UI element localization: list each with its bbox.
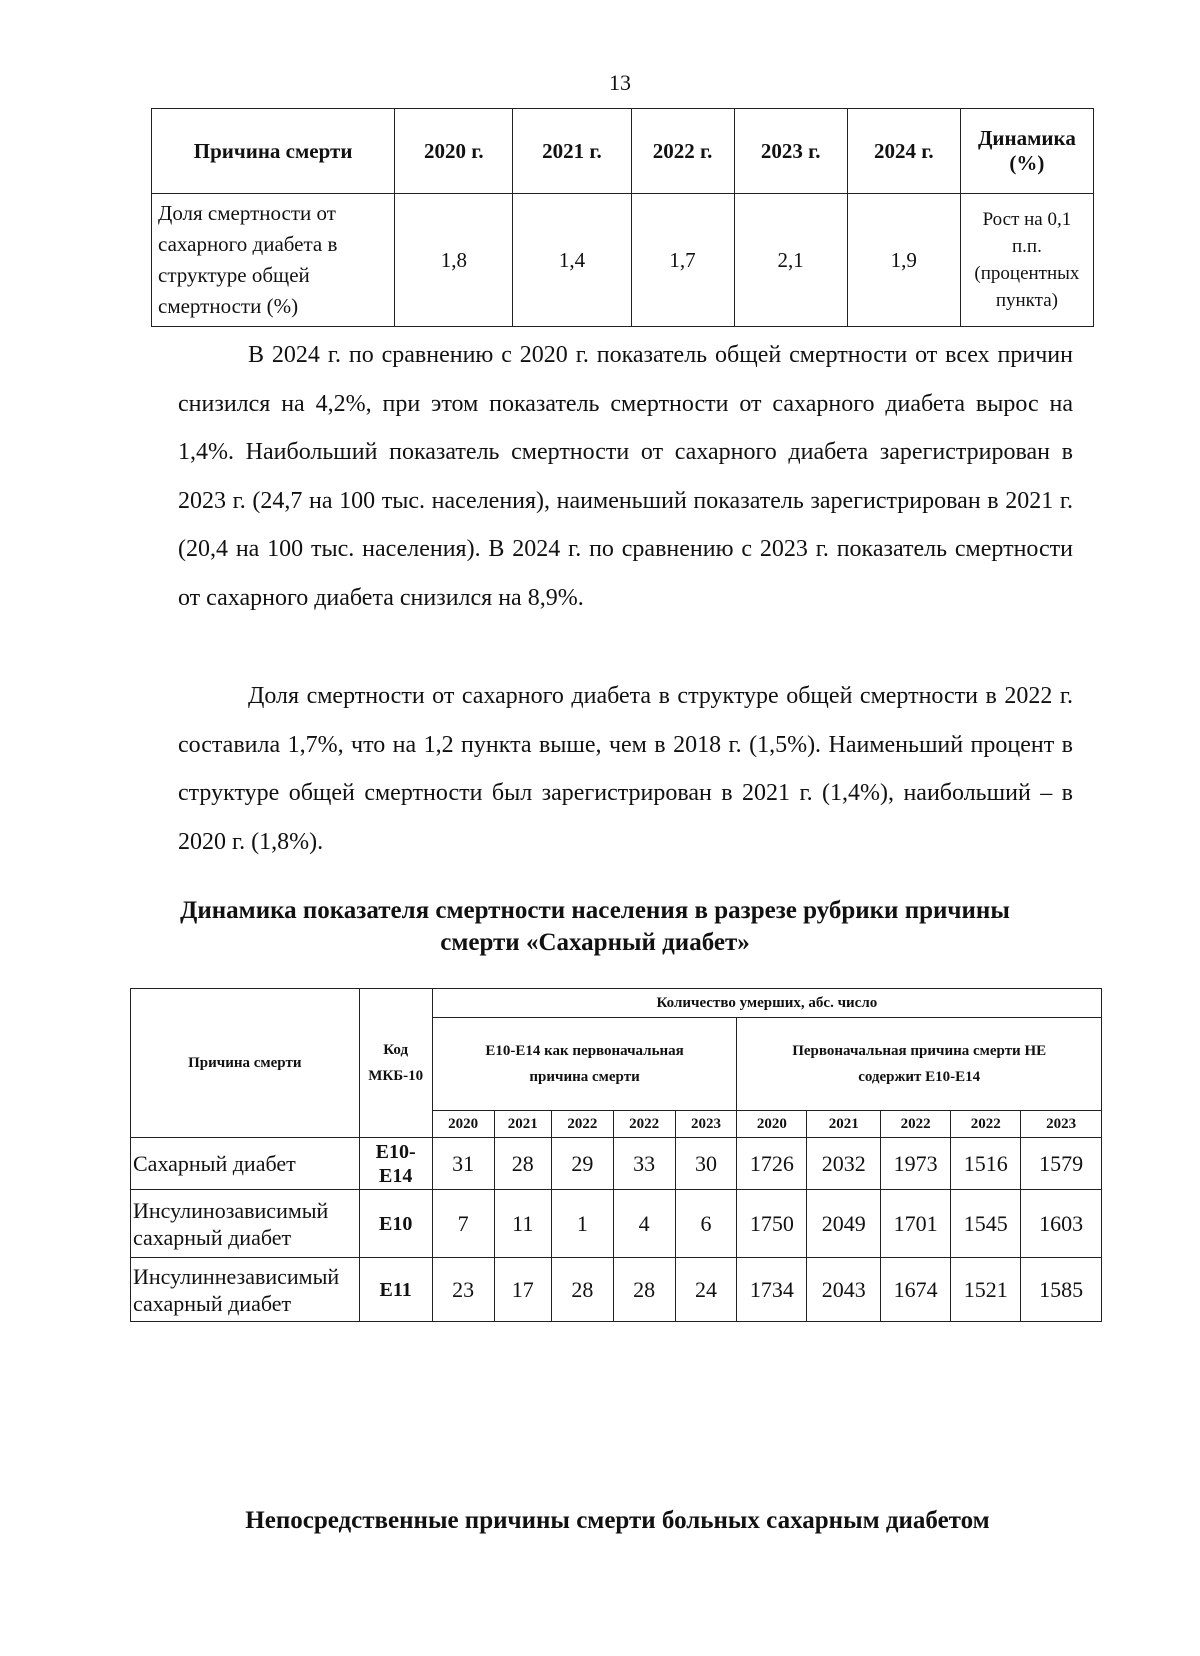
cell: 1585 xyxy=(1021,1258,1102,1322)
cell: 1726 xyxy=(737,1138,807,1190)
header-count: Количество умерших, абс. число xyxy=(432,989,1101,1018)
header-2021: 2021 г. xyxy=(513,109,631,194)
value-2022: 1,7 xyxy=(631,194,734,327)
table-row xyxy=(131,1258,1102,1322)
header-code: Код МКБ-10 xyxy=(359,989,432,1138)
row-reason: Сахарный диабет xyxy=(131,1138,360,1190)
cell: 23 xyxy=(432,1258,494,1322)
cell: 1521 xyxy=(951,1258,1021,1322)
year-header: 2021 xyxy=(494,1111,551,1138)
value-2020: 1,8 xyxy=(395,194,513,327)
cell: 4 xyxy=(613,1190,675,1258)
year-header: 2022 xyxy=(881,1111,951,1138)
cell: 7 xyxy=(432,1190,494,1258)
row-reason: Инсулинозависимый сахарный диабет xyxy=(131,1190,360,1258)
value-2021: 1,4 xyxy=(513,194,631,327)
table-row xyxy=(131,1190,1102,1258)
cell: 29 xyxy=(551,1138,613,1190)
cell: 11 xyxy=(494,1190,551,1258)
cell: 1 xyxy=(551,1190,613,1258)
cell: 2049 xyxy=(807,1190,881,1258)
year-header: 2020 xyxy=(737,1111,807,1138)
cell: 2032 xyxy=(807,1138,881,1190)
value-2024: 1,9 xyxy=(847,194,960,327)
year-header: 2022 xyxy=(551,1111,613,1138)
row-code: Е11 xyxy=(359,1258,432,1322)
paragraph-2: Доля смертности от сахарного диабета в структуре общей смертности в 2022 г. составила 1,7%, что на 1,2 пункта выше, чем в 2018 г. (1,5%). Наименьший процент в структуре общей смертности был зарегистрирован в 2021 г. (1,4%), наибольший – в 2020 г. (1,8%). xyxy=(178,683,1073,855)
cell: 31 xyxy=(432,1138,494,1190)
header-reason: Причина смерти xyxy=(131,989,360,1138)
cell: 17 xyxy=(494,1258,551,1322)
paragraph-1: В 2024 г. по сравнению с 2020 г. показатель общей смертности от всех причин снизился на 4,2%, при этом показатель смертности от сахарного диабета вырос на 1,4%. Наибольший показатель смертности от сахарного диабета зарегистрирован в 2023 г. (24,7 на 100 тыс. населения), наименьший показатель зарегистрирован в 2021 г. (20,4 на 100 тыс. населения). В 2024 г. по сравнению с 2023 г. показатель смертности от сахарного диабета снизился на 8,9%. xyxy=(178,342,1073,611)
cell: 1674 xyxy=(881,1258,951,1322)
cell: 6 xyxy=(675,1190,737,1258)
table-header-row xyxy=(131,989,1102,1018)
year-header: 2020 xyxy=(432,1111,494,1138)
year-header: 2021 xyxy=(807,1111,881,1138)
header-group-primary: Е10-Е14 как первоначальная причина смерти xyxy=(432,1018,737,1111)
cell: 1516 xyxy=(951,1138,1021,1190)
cell: 1750 xyxy=(737,1190,807,1258)
table-header-row xyxy=(152,109,1094,194)
header-2023: 2023 г. xyxy=(734,109,847,194)
cell: 1973 xyxy=(881,1138,951,1190)
year-header: 2023 xyxy=(1021,1111,1102,1138)
diabetes-deaths-table xyxy=(130,988,1102,1322)
cell: 2043 xyxy=(807,1258,881,1322)
cell: 1603 xyxy=(1021,1190,1102,1258)
page-number: 13 xyxy=(609,70,631,95)
cell: 28 xyxy=(494,1138,551,1190)
cell: 28 xyxy=(551,1258,613,1322)
row-reason: Инсулиннезависимый сахарный диабет xyxy=(131,1258,360,1322)
header-2024: 2024 г. xyxy=(847,109,960,194)
cell: 24 xyxy=(675,1258,737,1322)
row-reason: Доля смертности от сахарного диабета в структуре общей смертности (%) xyxy=(152,194,395,327)
header-reason: Причина смерти xyxy=(152,109,395,194)
cell: 1579 xyxy=(1021,1138,1102,1190)
cell: 33 xyxy=(613,1138,675,1190)
value-dynamics: Рост на 0,1 п.п. (процентных пункта) xyxy=(960,194,1093,327)
table-row xyxy=(152,194,1094,327)
cell: 30 xyxy=(675,1138,737,1190)
year-header: 2022 xyxy=(951,1111,1021,1138)
table-row xyxy=(131,1138,1102,1190)
year-header: 2023 xyxy=(675,1111,737,1138)
cell: 28 xyxy=(613,1258,675,1322)
cell: 1701 xyxy=(881,1190,951,1258)
section-heading-causes: Непосредственные причины смерти больных сахарным диабетом xyxy=(245,1507,990,1534)
value-2023: 2,1 xyxy=(734,194,847,327)
row-code: Е10 xyxy=(359,1190,432,1258)
row-code: Е10-Е14 xyxy=(359,1138,432,1190)
header-dynamics: Динамика (%) xyxy=(960,109,1093,194)
header-2020: 2020 г. xyxy=(395,109,513,194)
header-2022: 2022 г. xyxy=(631,109,734,194)
header-group-not-contain: Первоначальная причина смерти НЕ содержит Е10-Е14 xyxy=(737,1018,1102,1111)
cell: 1545 xyxy=(951,1190,1021,1258)
section-heading: Динамика показателя смертности населения в разрезе рубрики причины смерти «Сахарный диабет» xyxy=(180,897,1010,956)
year-header: 2022 xyxy=(613,1111,675,1138)
cell: 1734 xyxy=(737,1258,807,1322)
mortality-share-table xyxy=(151,108,1094,327)
